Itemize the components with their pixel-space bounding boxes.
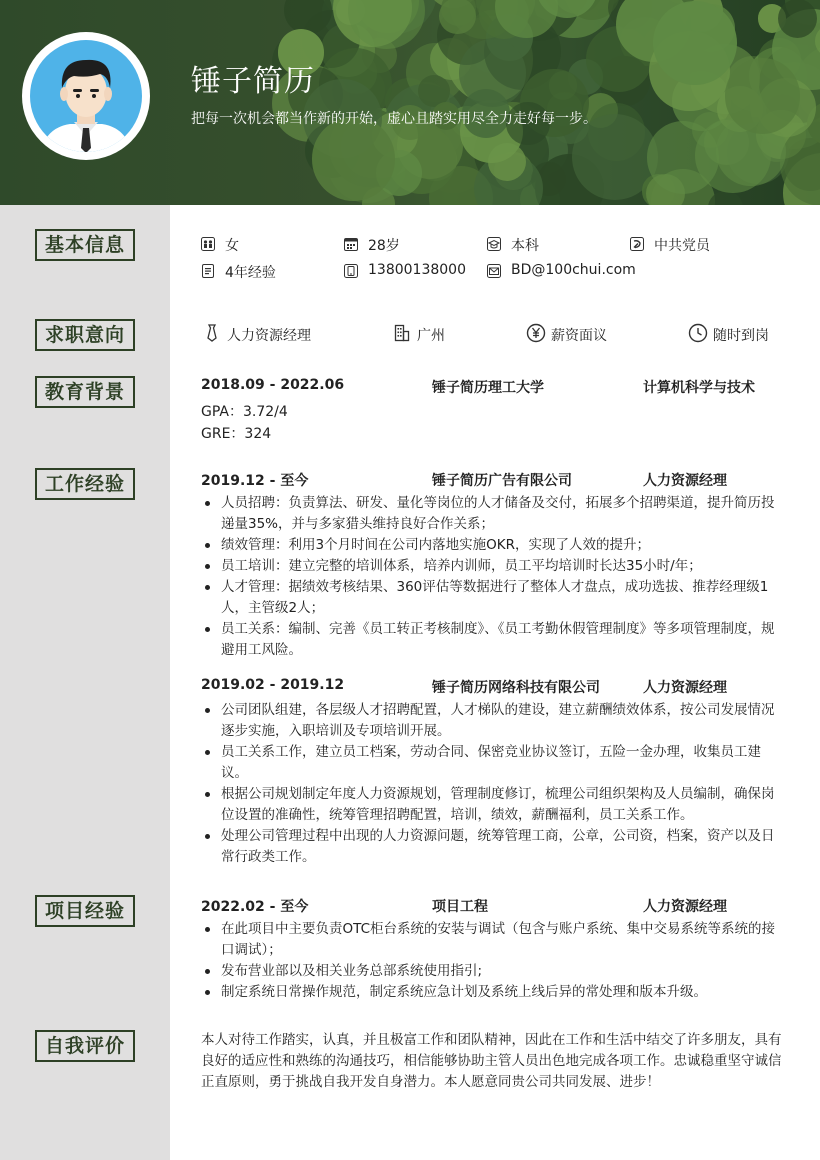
work-duty-list bbox=[201, 493, 781, 661]
calendar-icon bbox=[344, 237, 358, 251]
party-emblem-icon bbox=[630, 237, 644, 251]
resume-motto: 把每一次机会都当作新的开始，虚心且踏实用尽全力走好每一步。 bbox=[191, 111, 597, 127]
tie-icon bbox=[204, 324, 220, 342]
work-period: 2019.02 - 2019.12 bbox=[201, 677, 345, 693]
work-company: 锤子简历广告有限公司 bbox=[432, 473, 572, 489]
education-period: 2018.09 - 2022.06 bbox=[201, 377, 345, 393]
self-evaluation-text: 本人对待工作踏实，认真，并且极富工作和团队精神，因此在工作和生活中结交了许多朋友，具有良好的适应性和熟练的沟通技巧，相信能够协助主管人员出色地完成各项工作。忠诚稳重坚守诚信正直原则，勇于挑战自我开发自身潜力。本人愿意同贵公司共同发展、进步！ bbox=[201, 1032, 782, 1090]
work-period: 2019.12 - 至今 bbox=[201, 473, 309, 489]
experience-value: 4年经验 bbox=[225, 265, 276, 281]
degree-value: 本科 bbox=[511, 238, 539, 254]
phone-value: 13800138000 bbox=[368, 262, 466, 278]
tree-canopy bbox=[439, 0, 475, 34]
tree-canopy bbox=[653, 1, 737, 85]
section-title-work-experience: 工作经验 bbox=[35, 468, 135, 500]
tree-canopy bbox=[647, 121, 719, 193]
project-duty-list bbox=[201, 919, 781, 1003]
education-gre: GRE：324 bbox=[201, 426, 272, 442]
work-duty-item: 人员招聘：负责算法、研发、量化等岗位的人才储备及交付，拓展多个招聘渠道，提升简历投递量35%，并与多家猎头维持良好合作关系； bbox=[201, 493, 781, 535]
project-duty-item: 制定系统日常操作规范，制定系统应急计划及系统上线后异的常处理和版本升级。 bbox=[201, 982, 781, 1003]
section-title-project-experience: 项目经验 bbox=[35, 895, 135, 927]
work-duty-item: 员工培训：建立完整的培训体系，培养内训师，员工平均培训时长达35小时/年； bbox=[201, 556, 781, 577]
section-title-self-evaluation: 自我评价 bbox=[35, 1030, 135, 1062]
work-duty-item: 员工关系工作，建立员工档案，劳动合同、保密竞业协议签订，五险一金办理，收集员工建议。 bbox=[201, 742, 781, 784]
work-duty-item: 员工关系：编制、完善《员工转正考核制度》、《员工考勤休假管理制度》等多项管理制度，规避用工风险。 bbox=[201, 619, 781, 661]
gender-value: 女 bbox=[225, 238, 239, 254]
project-name: 项目工程 bbox=[432, 899, 488, 915]
email-icon bbox=[487, 264, 501, 278]
experience-icon bbox=[201, 264, 215, 278]
section-title-job-intent: 求职意向 bbox=[35, 319, 135, 351]
gender-icon bbox=[201, 237, 215, 251]
intent-city: 广州 bbox=[417, 328, 445, 344]
work-duty-item: 根据公司规划制定年度人力资源规划，管理制度修订，梳理公司组织架构及人员编制，确保岗位设置的准确性，统筹管理招聘配置，培训，绩效，薪酬福利，员工关系工作。 bbox=[201, 784, 781, 826]
tree-canopy bbox=[312, 117, 395, 200]
education-gpa: GPA：3.72/4 bbox=[201, 404, 288, 420]
section-title-basic-info: 基本信息 bbox=[35, 229, 135, 261]
building-icon bbox=[394, 324, 410, 342]
phone-icon bbox=[344, 264, 358, 278]
work-company: 锤子简历网络科技有限公司 bbox=[432, 680, 600, 696]
clock-icon bbox=[688, 323, 708, 343]
tree-canopy bbox=[778, 0, 817, 38]
work-duty-item: 绩效管理：利用3个月时间在公司内落地实施OKR，实现了人效的提升； bbox=[201, 535, 781, 556]
graduation-cap-icon bbox=[487, 237, 501, 251]
political-status-value: 中共党员 bbox=[654, 238, 710, 254]
resume-name: 锤子简历 bbox=[191, 64, 315, 99]
education-school: 锤子简历理工大学 bbox=[432, 380, 544, 396]
intent-position: 人力资源经理 bbox=[227, 328, 311, 344]
intent-salary: 薪资面议 bbox=[551, 328, 607, 344]
education-major: 计算机科学与技术 bbox=[643, 380, 755, 396]
work-role: 人力资源经理 bbox=[643, 680, 727, 696]
project-duty-item: 发布营业部以及相关业务总部系统使用指引; bbox=[201, 961, 781, 982]
age-value: 28岁 bbox=[368, 238, 400, 254]
avatar bbox=[22, 32, 150, 160]
work-duty-item: 处理公司管理过程中出现的人力资源问题，统筹管理工商，公章，公司资，档案，资产以及日常行政类工作。 bbox=[201, 826, 781, 868]
project-period: 2022.02 - 至今 bbox=[201, 899, 309, 915]
tree-canopy bbox=[725, 58, 801, 134]
work-role: 人力资源经理 bbox=[643, 473, 727, 489]
email-value: BD@100chui.com bbox=[511, 262, 636, 278]
work-duty-item: 人才管理：据绩效考核结果、360评估等数据进行了整体人才盘点，成功选拔、推荐经理级1人，主管级2人； bbox=[201, 577, 781, 619]
project-duty-item: 在此项目中主要负责OTC柜台系统的安装与调试（包含与账户系统、集中交易系统等系统的接口调试）； bbox=[201, 919, 781, 961]
work-duty-list bbox=[201, 700, 781, 868]
intent-availability: 随时到岗 bbox=[713, 328, 769, 344]
section-title-education: 教育背景 bbox=[35, 376, 135, 408]
work-duty-item: 公司团队组建，各层级人才招聘配置，人才梯队的建设，建立薪酬绩效体系，按公司发展情况逐步实施，入职培训及专项培训开展。 bbox=[201, 700, 781, 742]
header-banner bbox=[0, 0, 820, 205]
yuan-icon bbox=[526, 323, 546, 343]
project-role: 人力资源经理 bbox=[643, 899, 727, 915]
